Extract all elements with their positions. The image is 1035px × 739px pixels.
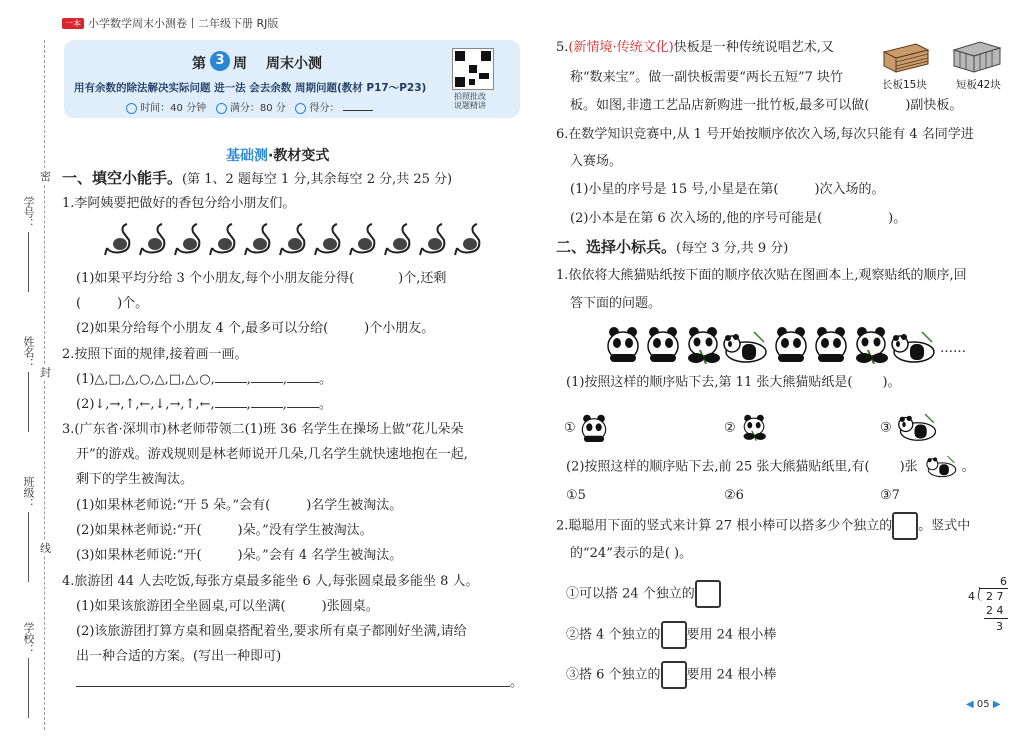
s2-q1-sub2-text-a: (2)按照这样的顺序贴下去,前 25 张大熊猫贴纸里,有( — [566, 459, 870, 475]
q3-line1: 3.(广东省·深圳市)林老师带领二(1)班 36 名学生在操场上做“花儿朵朵 — [62, 422, 464, 437]
q6-sub1-text-b: )次入场的。 — [814, 182, 885, 197]
score-blank[interactable] — [343, 110, 373, 111]
s2-q1-line2: 答下面的问题。 — [570, 296, 662, 311]
school-fill-line — [28, 658, 29, 718]
s2-q1-sub1-text-a: (1)按照这样的顺序贴下去,第 11 张大熊猫贴纸是( — [566, 375, 853, 390]
q1-stem: 1.李阿姨要把做好的香包分给小朋友们。 — [62, 196, 296, 211]
q2-stem: 2.按照下面的规律,接着画一画。 — [62, 347, 248, 362]
q3-sub3-text-a: (3)如果林老师说:“开( — [76, 548, 202, 563]
q2-sub2-end: 。 — [318, 397, 332, 412]
q4-stem: 4.旅游团 44 人去吃饭,每张方桌最多能坐 6 人,每张圆桌最多能坐 8 人。 — [62, 574, 479, 589]
cut-line-feng: 封 — [40, 366, 51, 379]
q3-sub1 — [76, 497, 402, 515]
fragrance-sachet-icon — [420, 224, 444, 255]
q1-sub1-text-b: )个,还剩 — [398, 271, 447, 286]
s2-q1-option1[interactable] — [564, 414, 608, 442]
panda-bamboo-option-icon — [740, 414, 768, 442]
panda-lying-inline-icon — [922, 456, 962, 478]
q2-sub2-sep1: , — [246, 397, 251, 412]
q2-sub2 — [76, 396, 332, 414]
s2-q2-opt2-text-a: ②搭 4 个独立的 — [566, 627, 661, 643]
quiz-time: 时间：40 分钟 — [140, 103, 207, 114]
q5-line3-text-b: )副快板。 — [905, 98, 963, 113]
fragrance-sachet-icon — [280, 224, 304, 255]
page-number-footer — [966, 699, 1001, 710]
basic-test-dot: · — [268, 148, 274, 164]
q4-sub1 — [76, 598, 379, 616]
s2-q2-line2: 的“24”表示的是( )。 — [570, 546, 693, 561]
q1-sub1-text-c: ( — [76, 296, 82, 311]
division-quotient: 6 — [1000, 575, 1007, 588]
next-arrow-icon: ▶ — [992, 699, 1001, 710]
series-logo: 一本 — [62, 18, 84, 29]
square-shape-icon — [892, 512, 918, 540]
panda-lying-sticker — [724, 332, 766, 362]
q2-sub2-sep2: , — [282, 397, 287, 412]
long-division — [966, 575, 1010, 635]
division-divisor: 4 — [968, 590, 975, 603]
q5-line3 — [570, 97, 962, 115]
panda-lying-option-icon — [896, 414, 940, 442]
s2-q2-line1-text-a: 2.聪聪用下面的竖式来计算 27 根小棒可以搭多少个独立的 — [556, 518, 893, 534]
quiz-full-score: 满分：80 分 — [229, 103, 286, 114]
q2-sub1-sep2: , — [282, 372, 287, 387]
score-icon — [216, 103, 227, 114]
s2-q1-sub2-text-b: )张 — [899, 459, 918, 475]
q6-sub2-text-a: (2)小本是在第 6 次入场的,他的序号可能是( — [570, 211, 823, 226]
panda-front-sticker — [608, 327, 638, 362]
quiz-meta — [126, 99, 373, 114]
q1-sub2 — [76, 320, 434, 338]
clock-icon — [126, 103, 137, 114]
qr-caption — [454, 92, 486, 110]
fragrance-sachet-icon — [175, 224, 199, 255]
q4-sub1-text-a: (1)如果该旅游团全坐圆桌,可以坐满( — [76, 599, 286, 614]
panda-lying-sticker — [892, 332, 934, 362]
student-name-label: 姓名： — [22, 336, 35, 369]
q1-sub2-text-b: )个小朋友。 — [364, 321, 435, 336]
q5-tag: (新情境·传统文化) — [568, 40, 674, 55]
q4-end: 。 — [510, 675, 524, 690]
panda-bamboo-sticker — [688, 327, 720, 364]
square-shape-icon — [661, 661, 687, 689]
q1-sub1-cont — [76, 295, 148, 313]
section1-note: (第 1、2 题每空 1 分,其余每空 2 分,共 25 分) — [182, 172, 453, 187]
s2-q2-option1[interactable] — [566, 580, 721, 608]
s2-q2-option2[interactable] — [566, 621, 776, 649]
s2-q2-opt3-text-b: 要用 24 根小棒 — [686, 667, 777, 683]
q2-sub1-blank2[interactable] — [251, 382, 283, 383]
q1-sub1-text-a: (1)如果平均分给 3 个小朋友,每个小朋友能分得( — [76, 271, 355, 286]
short-board-label: 短板42块 — [956, 79, 1001, 91]
q6-sub1-text-a: (1)小星的序号是 15 号,小星是在第( — [570, 182, 779, 197]
student-name-fill-line — [28, 372, 29, 432]
qr-caption-line1: 拍照批改 — [454, 92, 486, 101]
s2-q1-sub2-text-c: 。 — [961, 459, 975, 475]
student-number-fill-line — [28, 232, 29, 292]
page-number: 05 — [976, 699, 990, 710]
panda-front-sticker — [776, 327, 806, 362]
option2-marker: ② — [724, 420, 736, 436]
s2-q2-line1-text-b: 。竖式中 — [918, 518, 971, 534]
fragrance-sachet-icon — [210, 224, 234, 255]
panda-front-sticker — [816, 327, 846, 362]
s2-q2-opt2-text-b: 要用 24 根小棒 — [686, 627, 777, 643]
panda-front-option-icon — [580, 414, 608, 442]
qr-caption-line2: 说题精讲 — [454, 101, 486, 110]
section1-title: 一、填空小能手。 — [62, 169, 183, 187]
q4-answer-line[interactable] — [76, 686, 510, 687]
fragrance-sachet-icon — [105, 224, 129, 255]
s2-q1-line1: 1.依依将大熊猫贴纸按下面的顺序依次贴在图画本上,观察贴纸的顺序,回 — [556, 268, 967, 283]
q2-sub2-pattern: (2)↓,→,↑,←,↓,→,↑,←, — [76, 397, 215, 412]
panda-sequence — [604, 324, 944, 364]
s2-q1-option3[interactable] — [880, 414, 940, 442]
quiz-title: 周末小测 — [266, 56, 322, 72]
q5-line3-text-a: 板。如图,非遗工艺品店新购进一批竹板,最多可以做( — [570, 98, 870, 113]
s2-q2-opt1-text: ①可以搭 24 个独立的 — [566, 586, 695, 602]
s2-q1-sub2 — [566, 456, 975, 478]
prev-arrow-icon: ◀ — [966, 699, 974, 710]
q1-sub1 — [76, 270, 446, 288]
q3-sub2 — [76, 522, 373, 540]
s2-q1-sub1 — [566, 374, 901, 392]
q2-sub2-blank3[interactable] — [287, 407, 319, 408]
q2-sub1 — [76, 371, 332, 389]
long-bamboo-boards-icon — [880, 38, 932, 74]
q2-sub1-sep1: , — [246, 372, 251, 387]
q2-sub1-blank1[interactable] — [215, 382, 247, 383]
q3-sub1-text-a: (1)如果林老师说:“开 5 朵。”会有( — [76, 498, 271, 513]
fragrance-sachet-icon — [455, 224, 479, 255]
q5-line1-text: 快板是一种传统说唱艺术,又 — [673, 40, 834, 55]
q5-line2: 称“数来宝”。做一副快板需要“两长五短”7 块竹 — [570, 70, 843, 85]
class-label: 班级： — [22, 476, 35, 509]
s2-q2-opt3-text-a: ③搭 6 个独立的 — [566, 667, 661, 683]
q2-sub2-blank1[interactable] — [215, 407, 247, 408]
q5-number: 5. — [556, 40, 569, 55]
q6-sub2 — [570, 210, 906, 228]
q1-sub2-text-a: (2)如果分给每个小朋友 4 个,最多可以分给( — [76, 321, 329, 336]
q3-sub3-text-b: )朵。”会有 4 名学生被淘汰。 — [237, 548, 403, 563]
q3-sub2-text-a: (2)如果林老师说:“开( — [76, 523, 202, 538]
fragrance-sachet-icon — [315, 224, 339, 255]
quiz-score-label: 得分： — [309, 103, 340, 114]
q4-sub2-line2: 出一种合适的方案。(写出一种即可) — [76, 649, 282, 664]
qr-code-icon[interactable] — [452, 48, 494, 90]
division-line — [984, 618, 1008, 619]
q3-sub2-text-b: )朵。”没有学生被淘汰。 — [237, 523, 373, 538]
q6-sub2-text-b: )。 — [888, 211, 907, 226]
s2-q1-option2[interactable] — [724, 414, 768, 442]
fragrance-sachet-icon — [245, 224, 269, 255]
q4-sub2-line1: (2)该旅游团打算方桌和圆桌搭配着坐,要求所有桌子都刚好坐满,请给 — [76, 624, 467, 639]
q1-sub1-text-d: )个。 — [117, 296, 149, 311]
option1-marker: ① — [564, 420, 576, 436]
option3-marker: ③ — [880, 420, 892, 436]
s2-q1-choice1[interactable]: ①5 — [566, 488, 586, 503]
square-shape-icon — [695, 580, 721, 608]
basic-test-part1: 基础测 — [226, 148, 268, 164]
s2-q1-sub1-text-b: )。 — [882, 375, 901, 390]
class-fill-line — [28, 512, 29, 582]
week-prefix: 第 — [192, 56, 206, 72]
cut-line-xian: 线 — [40, 542, 51, 555]
s2-q2-line1 — [556, 512, 970, 540]
fragrance-sachet-icon — [140, 224, 164, 255]
q6-line1: 6.在数学知识竞赛中,从 1 号开始按顺序依次入场,每次只能有 4 名同学进 — [556, 127, 974, 142]
school-label: 学校： — [22, 622, 35, 655]
q6-sub1 — [570, 181, 885, 199]
long-board-label: 长板15块 — [882, 79, 927, 91]
q2-sub2-blank2[interactable] — [251, 407, 283, 408]
q5-line1 — [556, 39, 834, 57]
binding-cut-line — [44, 40, 46, 730]
basic-test-part2: 教材变式 — [273, 148, 330, 164]
q3-sub3 — [76, 547, 402, 565]
division-product: 2 4 — [986, 604, 1004, 617]
short-bamboo-boards-icon — [950, 36, 1004, 74]
q2-sub1-pattern: (1)△,□,△,○,△,□,△,○, — [76, 372, 215, 387]
series-title: 小学数学周末小测卷丨二年级下册 RJ版 — [88, 17, 279, 30]
s2-q1-choice2[interactable]: ②6 — [724, 488, 744, 503]
section1-heading — [62, 169, 452, 189]
s2-q1-choice3[interactable]: ③7 — [880, 488, 900, 503]
q3-line3: 剩下的学生被淘汰。 — [76, 472, 194, 487]
panda-ellipsis: …… — [940, 341, 966, 356]
square-shape-icon — [661, 621, 687, 649]
q3-line2: 开”的游戏。游戏规则是林老师说开几朵,几名学生就快速地抱在一起, — [76, 447, 468, 462]
panda-bamboo-sticker — [856, 327, 888, 364]
q6-line2: 入赛场。 — [570, 154, 623, 169]
week-suffix: 周 — [233, 56, 247, 72]
quiz-topics: 用有余数的除法解决实际问题 进一法 会去余数 周期问题(教材 P17～P23) — [74, 82, 427, 94]
section2-heading — [556, 238, 788, 258]
fragrance-sachet-icon — [385, 224, 409, 255]
division-dividend: 2 7 — [986, 590, 1004, 603]
panda-front-sticker — [648, 327, 678, 362]
division-remainder: 3 — [996, 620, 1003, 633]
section2-title: 二、选择小标兵。 — [556, 238, 677, 256]
basic-test-heading — [226, 145, 329, 165]
q2-sub1-blank3[interactable] — [287, 382, 319, 383]
pen-icon — [295, 103, 306, 114]
student-number-label: 学号： — [22, 196, 35, 229]
q3-sub1-text-b: )名学生被淘汰。 — [306, 498, 403, 513]
week-number-badge: 3 — [210, 51, 230, 71]
cut-line-mi: 密 — [40, 170, 51, 183]
q2-sub1-end: 。 — [319, 372, 333, 387]
section2-note: (每空 3 分,共 9 分) — [676, 241, 789, 256]
q4-sub1-text-b: )张圆桌。 — [321, 599, 379, 614]
sachet-row — [103, 222, 483, 256]
fragrance-sachet-icon — [350, 224, 374, 255]
s2-q2-option3[interactable] — [566, 661, 776, 689]
